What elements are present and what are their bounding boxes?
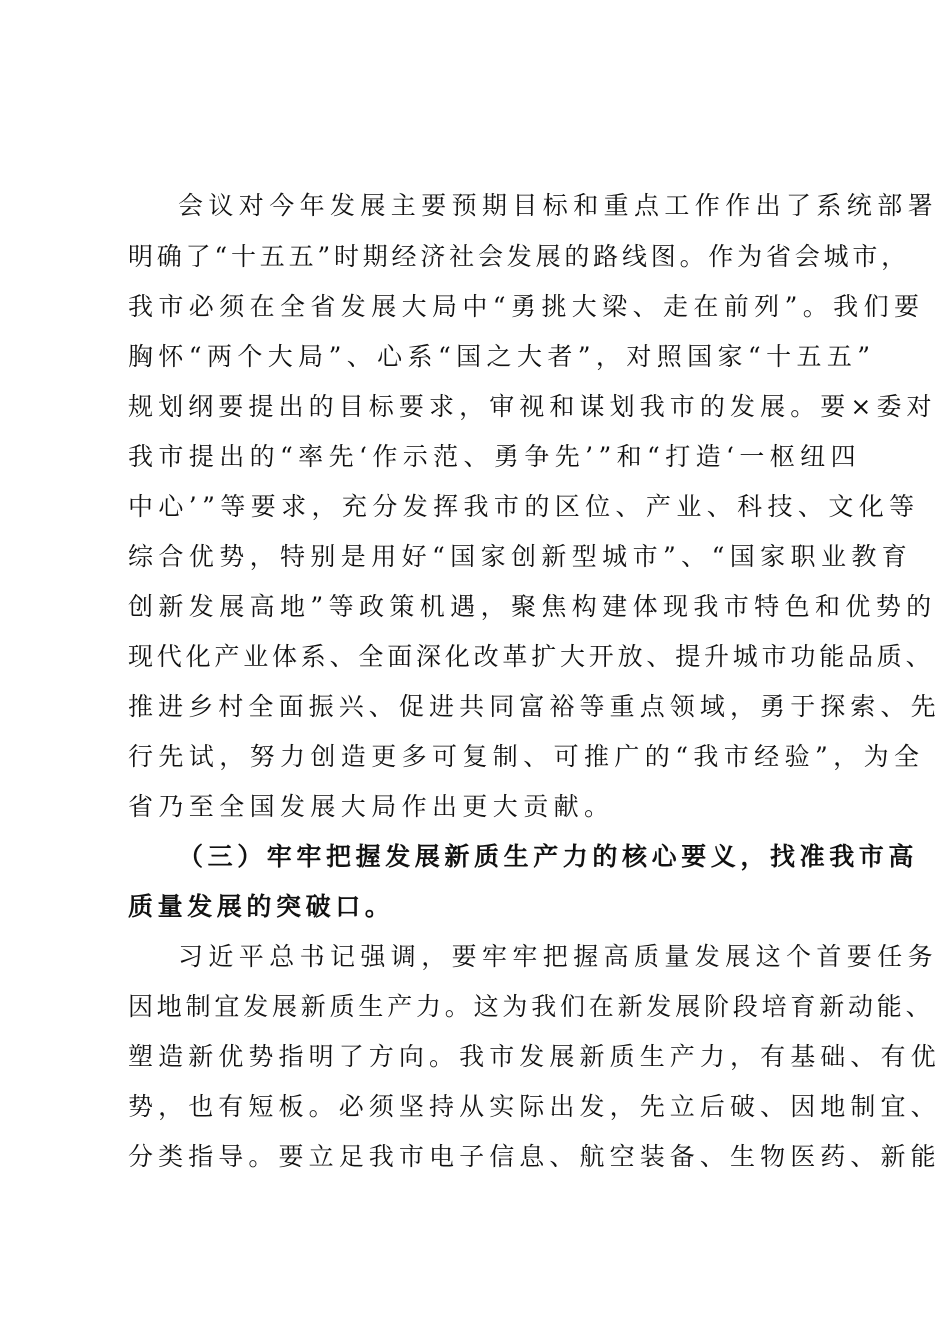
paragraph-line: 因地制宜发展新质生产力。这为我们在新发展阶段培育新动能、 [128,992,935,1021]
paragraph-line: 势，也有短板。必须坚持从实际出发，先立后破、因地制宜、 [128,1092,941,1121]
paragraph-line: 我市提出的“率先‘作示范、勇争先’”和“打造‘一枢纽四 [128,442,861,471]
paragraph-line: 创新发展高地”等政策机遇，聚焦构建体现我市特色和优势的 [128,592,937,621]
paragraph-line: 明确了“十五五”时期经济社会发展的路线图。作为省会城市， [128,242,910,271]
paragraph-line: 我市必须在全省发展大局中“勇挑大梁、走在前列”。我们要 [128,292,925,321]
paragraph-line: 中心’”等要求，充分发挥我市的区位、产业、科技、文化等 [128,492,920,521]
paragraph-line: 会议对今年发展主要预期目标和重点工作作出了系统部署 [178,191,939,220]
paragraph-line: 省乃至全国发展大局作出更大贡献。 [128,792,615,821]
section-heading: 质量发展的突破口。 [128,892,395,921]
paragraph-line: 现代化产业体系、全面深化改革扩大开放、提升城市功能品质、 [128,642,935,671]
paragraph-line: 胸怀“两个大局”、心系“国之大者”，对照国家“十五五” [128,342,876,371]
section-heading: （三）牢牢把握发展新质生产力的核心要义，找准我市高 [178,842,919,871]
paragraph-line: 推进乡村全面振兴、促进共同富裕等重点领域，勇于探索、先 [128,692,941,721]
paragraph-line: 行先试，努力创造更多可复制、可推广的“我市经验”，为全 [128,742,925,771]
paragraph-line: 综合优势，特别是用好“国家创新型城市”、“国家职业教育 [128,542,913,571]
paragraph-line: 塑造新优势指明了方向。我市发展新质生产力，有基础、有优 [128,1042,941,1071]
paragraph-line: 分类指导。要立足我市电子信息、航空装备、生物医药、新能 [128,1142,941,1171]
paragraph-line: 规划纲要提出的目标要求，审视和谋划我市的发展。要×委对 [128,392,937,421]
paragraph-line: 习近平总书记强调，要牢牢把握高质量发展这个首要任务 [178,942,939,971]
